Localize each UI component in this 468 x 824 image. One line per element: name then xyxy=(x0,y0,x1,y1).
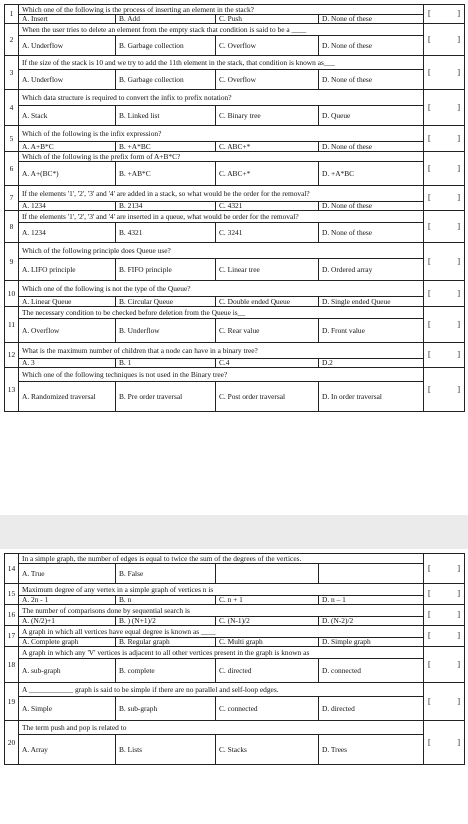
answer-box[interactable] xyxy=(424,721,465,765)
options-row xyxy=(5,223,465,243)
option-d[interactable]: D. Single ended Queue xyxy=(319,297,424,307)
option-c[interactable]: C. ABC+* xyxy=(216,162,319,186)
answer-brackets xyxy=(428,386,460,394)
option-a[interactable]: A. 3 xyxy=(19,359,116,368)
question-number: 4 xyxy=(5,90,19,126)
option-a[interactable]: A. Underflow xyxy=(19,36,116,56)
question-row xyxy=(5,56,465,70)
close-bracket: ] xyxy=(457,67,461,77)
answer-box[interactable] xyxy=(424,186,465,211)
option-b[interactable]: B. 4321 xyxy=(116,223,216,243)
question-row xyxy=(5,243,465,259)
close-bracket: ] xyxy=(457,34,461,44)
question-text: Which one of the following is not the type of the Queue? xyxy=(19,281,424,297)
page-separator xyxy=(0,515,468,549)
option-d[interactable]: D. None of these xyxy=(319,223,424,243)
options-row xyxy=(5,297,465,307)
open-bracket: [ xyxy=(428,631,431,640)
option-d[interactable]: D. None of these xyxy=(319,142,424,152)
option-d[interactable]: D. In order traversal xyxy=(319,382,424,412)
question-row xyxy=(5,281,465,297)
option-c[interactable]: C. (N-1)/2 xyxy=(216,617,319,626)
answer-box[interactable] xyxy=(424,90,465,126)
open-bracket: [ xyxy=(428,193,431,202)
open-bracket: [ xyxy=(428,696,431,706)
option-b[interactable]: B. Lists xyxy=(116,735,216,765)
answer-brackets xyxy=(428,10,460,18)
answer-brackets xyxy=(428,165,460,173)
option-c[interactable]: C.4 xyxy=(216,359,319,368)
option-b[interactable]: B. Underflow xyxy=(116,319,216,343)
close-bracket: ] xyxy=(457,350,461,359)
question-text: Which one of the following is the process of inserting an element in the stack? xyxy=(19,5,424,15)
answer-brackets xyxy=(428,739,460,747)
close-bracket: ] xyxy=(457,193,461,202)
close-bracket: ] xyxy=(457,102,461,112)
options-row xyxy=(5,659,465,683)
open-bracket: [ xyxy=(428,256,431,266)
answer-brackets xyxy=(428,611,460,619)
option-d[interactable] xyxy=(319,564,424,584)
close-bracket: ] xyxy=(457,133,461,143)
question-row xyxy=(5,24,465,36)
close-bracket: ] xyxy=(457,610,461,619)
options-row xyxy=(5,36,465,56)
close-bracket: ] xyxy=(457,256,461,266)
options-row xyxy=(5,617,465,626)
question-text: Which of the following principle does Queue use? xyxy=(19,243,424,259)
option-d[interactable]: D. Front value xyxy=(319,319,424,343)
close-bracket: ] xyxy=(457,9,461,18)
option-c[interactable]: C. 3241 xyxy=(216,223,319,243)
question-row xyxy=(5,211,465,223)
question-number: 3 xyxy=(5,56,19,90)
option-c[interactable]: C. Overflow xyxy=(216,36,319,56)
close-bracket: ] xyxy=(457,631,461,640)
option-d[interactable]: D. connected xyxy=(319,659,424,683)
question-row xyxy=(5,307,465,319)
question-text: Which one of the following techniques is not used in the Binary tree? xyxy=(19,368,424,382)
question-number: 5 xyxy=(5,126,19,152)
question-number: 9 xyxy=(5,243,19,281)
question-number: 19 xyxy=(5,683,19,721)
open-bracket: [ xyxy=(428,659,431,669)
option-b[interactable]: B. ) (N+1)/2 xyxy=(116,617,216,626)
question-text: A ____________ graph is said to be simple if there are no parallel and self-loop edges. xyxy=(19,683,424,697)
option-b[interactable]: B. 2134 xyxy=(116,202,216,211)
question-row xyxy=(5,5,465,15)
option-a[interactable]: A. Stack xyxy=(19,106,116,126)
question-row xyxy=(5,368,465,382)
option-c[interactable]: C. 4321 xyxy=(216,202,319,211)
option-a[interactable]: A. Complete graph xyxy=(19,638,116,647)
open-bracket: [ xyxy=(428,384,431,394)
question-row xyxy=(5,584,465,596)
close-bracket: ] xyxy=(457,737,461,747)
option-a[interactable]: A. Linear Queue xyxy=(19,297,116,307)
open-bracket: [ xyxy=(428,34,431,44)
option-d[interactable]: D. Simple graph xyxy=(319,638,424,647)
option-c[interactable]: C. connected xyxy=(216,697,319,721)
option-b[interactable]: B. Regular graph xyxy=(116,638,216,647)
question-row xyxy=(5,152,465,162)
answer-brackets xyxy=(428,194,460,202)
option-c[interactable]: C. Linear tree xyxy=(216,259,319,281)
question-number: 20 xyxy=(5,721,19,765)
answer-brackets xyxy=(428,351,460,359)
question-text: A graph in which all vertices have equal degree is known as ____ xyxy=(19,626,424,638)
question-number: 14 xyxy=(5,554,19,584)
option-c[interactable]: C. Stacks xyxy=(216,735,319,765)
answer-brackets xyxy=(428,104,460,112)
answer-box[interactable] xyxy=(424,307,465,343)
option-a[interactable]: A. sub-graph xyxy=(19,659,116,683)
question-row xyxy=(5,721,465,735)
option-d[interactable]: D. None of these xyxy=(319,202,424,211)
open-bracket: [ xyxy=(428,221,431,231)
option-a[interactable]: A. A+(BC*) xyxy=(19,162,116,186)
answer-box[interactable] xyxy=(424,647,465,683)
open-bracket: [ xyxy=(428,288,431,298)
question-row xyxy=(5,186,465,202)
answer-box[interactable] xyxy=(424,626,465,647)
option-d[interactable]: D. Queue xyxy=(319,106,424,126)
answer-box[interactable] xyxy=(424,24,465,56)
option-a[interactable]: A. 1234 xyxy=(19,223,116,243)
question-text: In a simple graph, the number of edges is equal to twice the sum of the degrees of the vertices. xyxy=(19,554,424,564)
answer-brackets xyxy=(428,321,460,329)
question-number: 6 xyxy=(5,152,19,186)
option-c[interactable]: C. Push xyxy=(216,15,319,24)
option-c[interactable]: C. directed xyxy=(216,659,319,683)
option-c[interactable]: C. n + 1 xyxy=(216,596,319,605)
answer-brackets xyxy=(428,290,460,298)
option-a[interactable]: A. Simple xyxy=(19,697,116,721)
option-d[interactable]: D. None of these xyxy=(319,15,424,24)
question-text: Maximum degree of any vertex in a simple graph of vertices n is xyxy=(19,584,424,596)
answer-box[interactable] xyxy=(424,554,465,584)
option-b[interactable]: B. Pre order traversal xyxy=(116,382,216,412)
option-a[interactable]: A. (N/2)+1 xyxy=(19,617,116,626)
options-row xyxy=(5,15,465,24)
question-number: 15 xyxy=(5,584,19,605)
option-a[interactable]: A. Insert xyxy=(19,15,116,24)
answer-brackets xyxy=(428,36,460,44)
close-bracket: ] xyxy=(457,659,461,669)
question-number: 12 xyxy=(5,343,19,368)
question-number: 2 xyxy=(5,24,19,56)
option-a[interactable]: A. Overflow xyxy=(19,319,116,343)
question-number: 1 xyxy=(5,5,19,24)
answer-brackets xyxy=(428,135,460,143)
question-table-2 xyxy=(4,553,465,765)
question-sheet-page-1 xyxy=(4,4,464,504)
answer-box[interactable] xyxy=(424,343,465,368)
question-number: 17 xyxy=(5,626,19,647)
open-bracket: [ xyxy=(428,589,431,598)
answer-brackets xyxy=(428,565,460,573)
answer-brackets xyxy=(428,632,460,640)
options-row xyxy=(5,697,465,721)
option-d[interactable]: D. (N-2)/2 xyxy=(319,617,424,626)
question-row xyxy=(5,126,465,142)
question-row xyxy=(5,647,465,659)
question-text: What is the maximum number of children that a node can have in a binary tree? xyxy=(19,343,424,359)
option-a[interactable]: A. Array xyxy=(19,735,116,765)
options-row xyxy=(5,202,465,211)
close-bracket: ] xyxy=(457,589,461,598)
question-sheet-page-2 xyxy=(4,553,464,820)
options-row xyxy=(5,70,465,90)
option-c[interactable]: C. Double ended Queue xyxy=(216,297,319,307)
question-text: If the elements '1', '2', '3' and '4' are inserted in a queue, what would be order for the removal? xyxy=(19,211,424,223)
option-c[interactable]: C. Binary tree xyxy=(216,106,319,126)
question-number: 11 xyxy=(5,307,19,343)
question-text: When the user tries to delete an element from the empty stack that condition is said to be a ____ xyxy=(19,24,424,36)
answer-box[interactable] xyxy=(424,56,465,90)
answer-brackets xyxy=(428,223,460,231)
close-bracket: ] xyxy=(457,288,461,298)
open-bracket: [ xyxy=(428,737,431,747)
open-bracket: [ xyxy=(428,102,431,112)
answer-box[interactable] xyxy=(424,368,465,412)
option-a[interactable]: A. Underflow xyxy=(19,70,116,90)
options-row xyxy=(5,382,465,412)
open-bracket: [ xyxy=(428,9,431,18)
options-row xyxy=(5,162,465,186)
option-b[interactable]: B. Garbage collection xyxy=(116,36,216,56)
option-d[interactable]: D. Ordered array xyxy=(319,259,424,281)
answer-brackets xyxy=(428,698,460,706)
question-text: The term push and pop is related to xyxy=(19,721,424,735)
option-b[interactable]: B. +A*BC xyxy=(116,142,216,152)
question-text: A graph in which any 'V' vertices is adjacent to all other vertices present in the graph is known as xyxy=(19,647,424,659)
question-row xyxy=(5,605,465,617)
question-row xyxy=(5,554,465,564)
question-text: Which of the following is the prefix form of A+B*C? xyxy=(19,152,424,162)
close-bracket: ] xyxy=(457,696,461,706)
close-bracket: ] xyxy=(457,319,461,329)
option-a[interactable]: A. LIFO principle xyxy=(19,259,116,281)
answer-brackets xyxy=(428,258,460,266)
option-b[interactable]: B. Garbage collection xyxy=(116,70,216,90)
option-d[interactable]: D. +A*BC xyxy=(319,162,424,186)
answer-brackets xyxy=(428,661,460,669)
option-b[interactable]: B. sub-graph xyxy=(116,697,216,721)
question-number: 7 xyxy=(5,186,19,211)
options-row xyxy=(5,259,465,281)
options-row xyxy=(5,596,465,605)
question-text: If the size of the stack is 10 and we try to add the 11th element in the stack, that condition is known as___ xyxy=(19,56,424,70)
option-a[interactable]: A. Randomized traversal xyxy=(19,382,116,412)
question-row xyxy=(5,343,465,359)
close-bracket: ] xyxy=(457,384,461,394)
question-text: If the elements '1', '2', '3' and '4' are added in a stack, so what would be the order for the removal? xyxy=(19,186,424,202)
option-d[interactable]: D. None of these xyxy=(319,36,424,56)
option-c[interactable] xyxy=(216,564,319,584)
answer-box[interactable] xyxy=(424,5,465,24)
close-bracket: ] xyxy=(457,563,461,573)
question-number: 10 xyxy=(5,281,19,307)
option-a[interactable]: A. A+B*C xyxy=(19,142,116,152)
open-bracket: [ xyxy=(428,563,431,573)
open-bracket: [ xyxy=(428,163,431,173)
open-bracket: [ xyxy=(428,67,431,77)
option-c[interactable]: C. ABC+* xyxy=(216,142,319,152)
options-row xyxy=(5,564,465,584)
options-row xyxy=(5,142,465,152)
answer-box[interactable] xyxy=(424,605,465,626)
question-text: The number of comparisons done by sequential search is xyxy=(19,605,424,617)
options-row xyxy=(5,359,465,368)
option-b[interactable]: B. Circular Queue xyxy=(116,297,216,307)
option-d[interactable]: D. Trees xyxy=(319,735,424,765)
option-a[interactable]: A. True xyxy=(19,564,116,584)
option-a[interactable]: A. 2n - 1 xyxy=(19,596,116,605)
question-number: 16 xyxy=(5,605,19,626)
option-c[interactable]: C. Multi graph xyxy=(216,638,319,647)
option-b[interactable]: B. 1 xyxy=(116,359,216,368)
question-row xyxy=(5,683,465,697)
options-row xyxy=(5,638,465,647)
question-number: 18 xyxy=(5,647,19,683)
answer-brackets xyxy=(428,590,460,598)
answer-box[interactable] xyxy=(424,211,465,243)
question-number: 13 xyxy=(5,368,19,412)
answer-box[interactable] xyxy=(424,152,465,186)
question-text: The necessary condition to be checked before deletion from the Queue is__ xyxy=(19,307,424,319)
answer-box[interactable] xyxy=(424,683,465,721)
option-b[interactable]: B. FIFO principle xyxy=(116,259,216,281)
option-d[interactable]: D. None of these xyxy=(319,70,424,90)
answer-box[interactable] xyxy=(424,243,465,281)
option-b[interactable]: B. Add xyxy=(116,15,216,24)
options-row xyxy=(5,106,465,126)
option-a[interactable]: A. 1234 xyxy=(19,202,116,211)
answer-brackets xyxy=(428,69,460,77)
question-table-1 xyxy=(4,4,465,412)
question-text: Which of the following is the infix expression? xyxy=(19,126,424,142)
options-row xyxy=(5,735,465,765)
option-c[interactable]: C. Overflow xyxy=(216,70,319,90)
open-bracket: [ xyxy=(428,350,431,359)
close-bracket: ] xyxy=(457,163,461,173)
open-bracket: [ xyxy=(428,133,431,143)
option-b[interactable]: B. False xyxy=(116,564,216,584)
options-row xyxy=(5,319,465,343)
answer-box[interactable] xyxy=(424,126,465,152)
question-row xyxy=(5,90,465,106)
open-bracket: [ xyxy=(428,319,431,329)
option-b[interactable]: B. +AB*C xyxy=(116,162,216,186)
option-d[interactable]: D. directed xyxy=(319,697,424,721)
option-c[interactable]: C. Rear value xyxy=(216,319,319,343)
option-b[interactable]: B. complete xyxy=(116,659,216,683)
open-bracket: [ xyxy=(428,610,431,619)
question-text: Which data structure is required to convert the infix to prefix notation? xyxy=(19,90,424,106)
option-b[interactable]: B. n xyxy=(116,596,216,605)
question-number: 8 xyxy=(5,211,19,243)
answer-box[interactable] xyxy=(424,281,465,307)
option-c[interactable]: C. Post order traversal xyxy=(216,382,319,412)
answer-box[interactable] xyxy=(424,584,465,605)
option-b[interactable]: B. Linked list xyxy=(116,106,216,126)
question-row xyxy=(5,626,465,638)
option-d[interactable]: D.2 xyxy=(319,359,424,368)
close-bracket: ] xyxy=(457,221,461,231)
option-d[interactable]: D. n – 1 xyxy=(319,596,424,605)
